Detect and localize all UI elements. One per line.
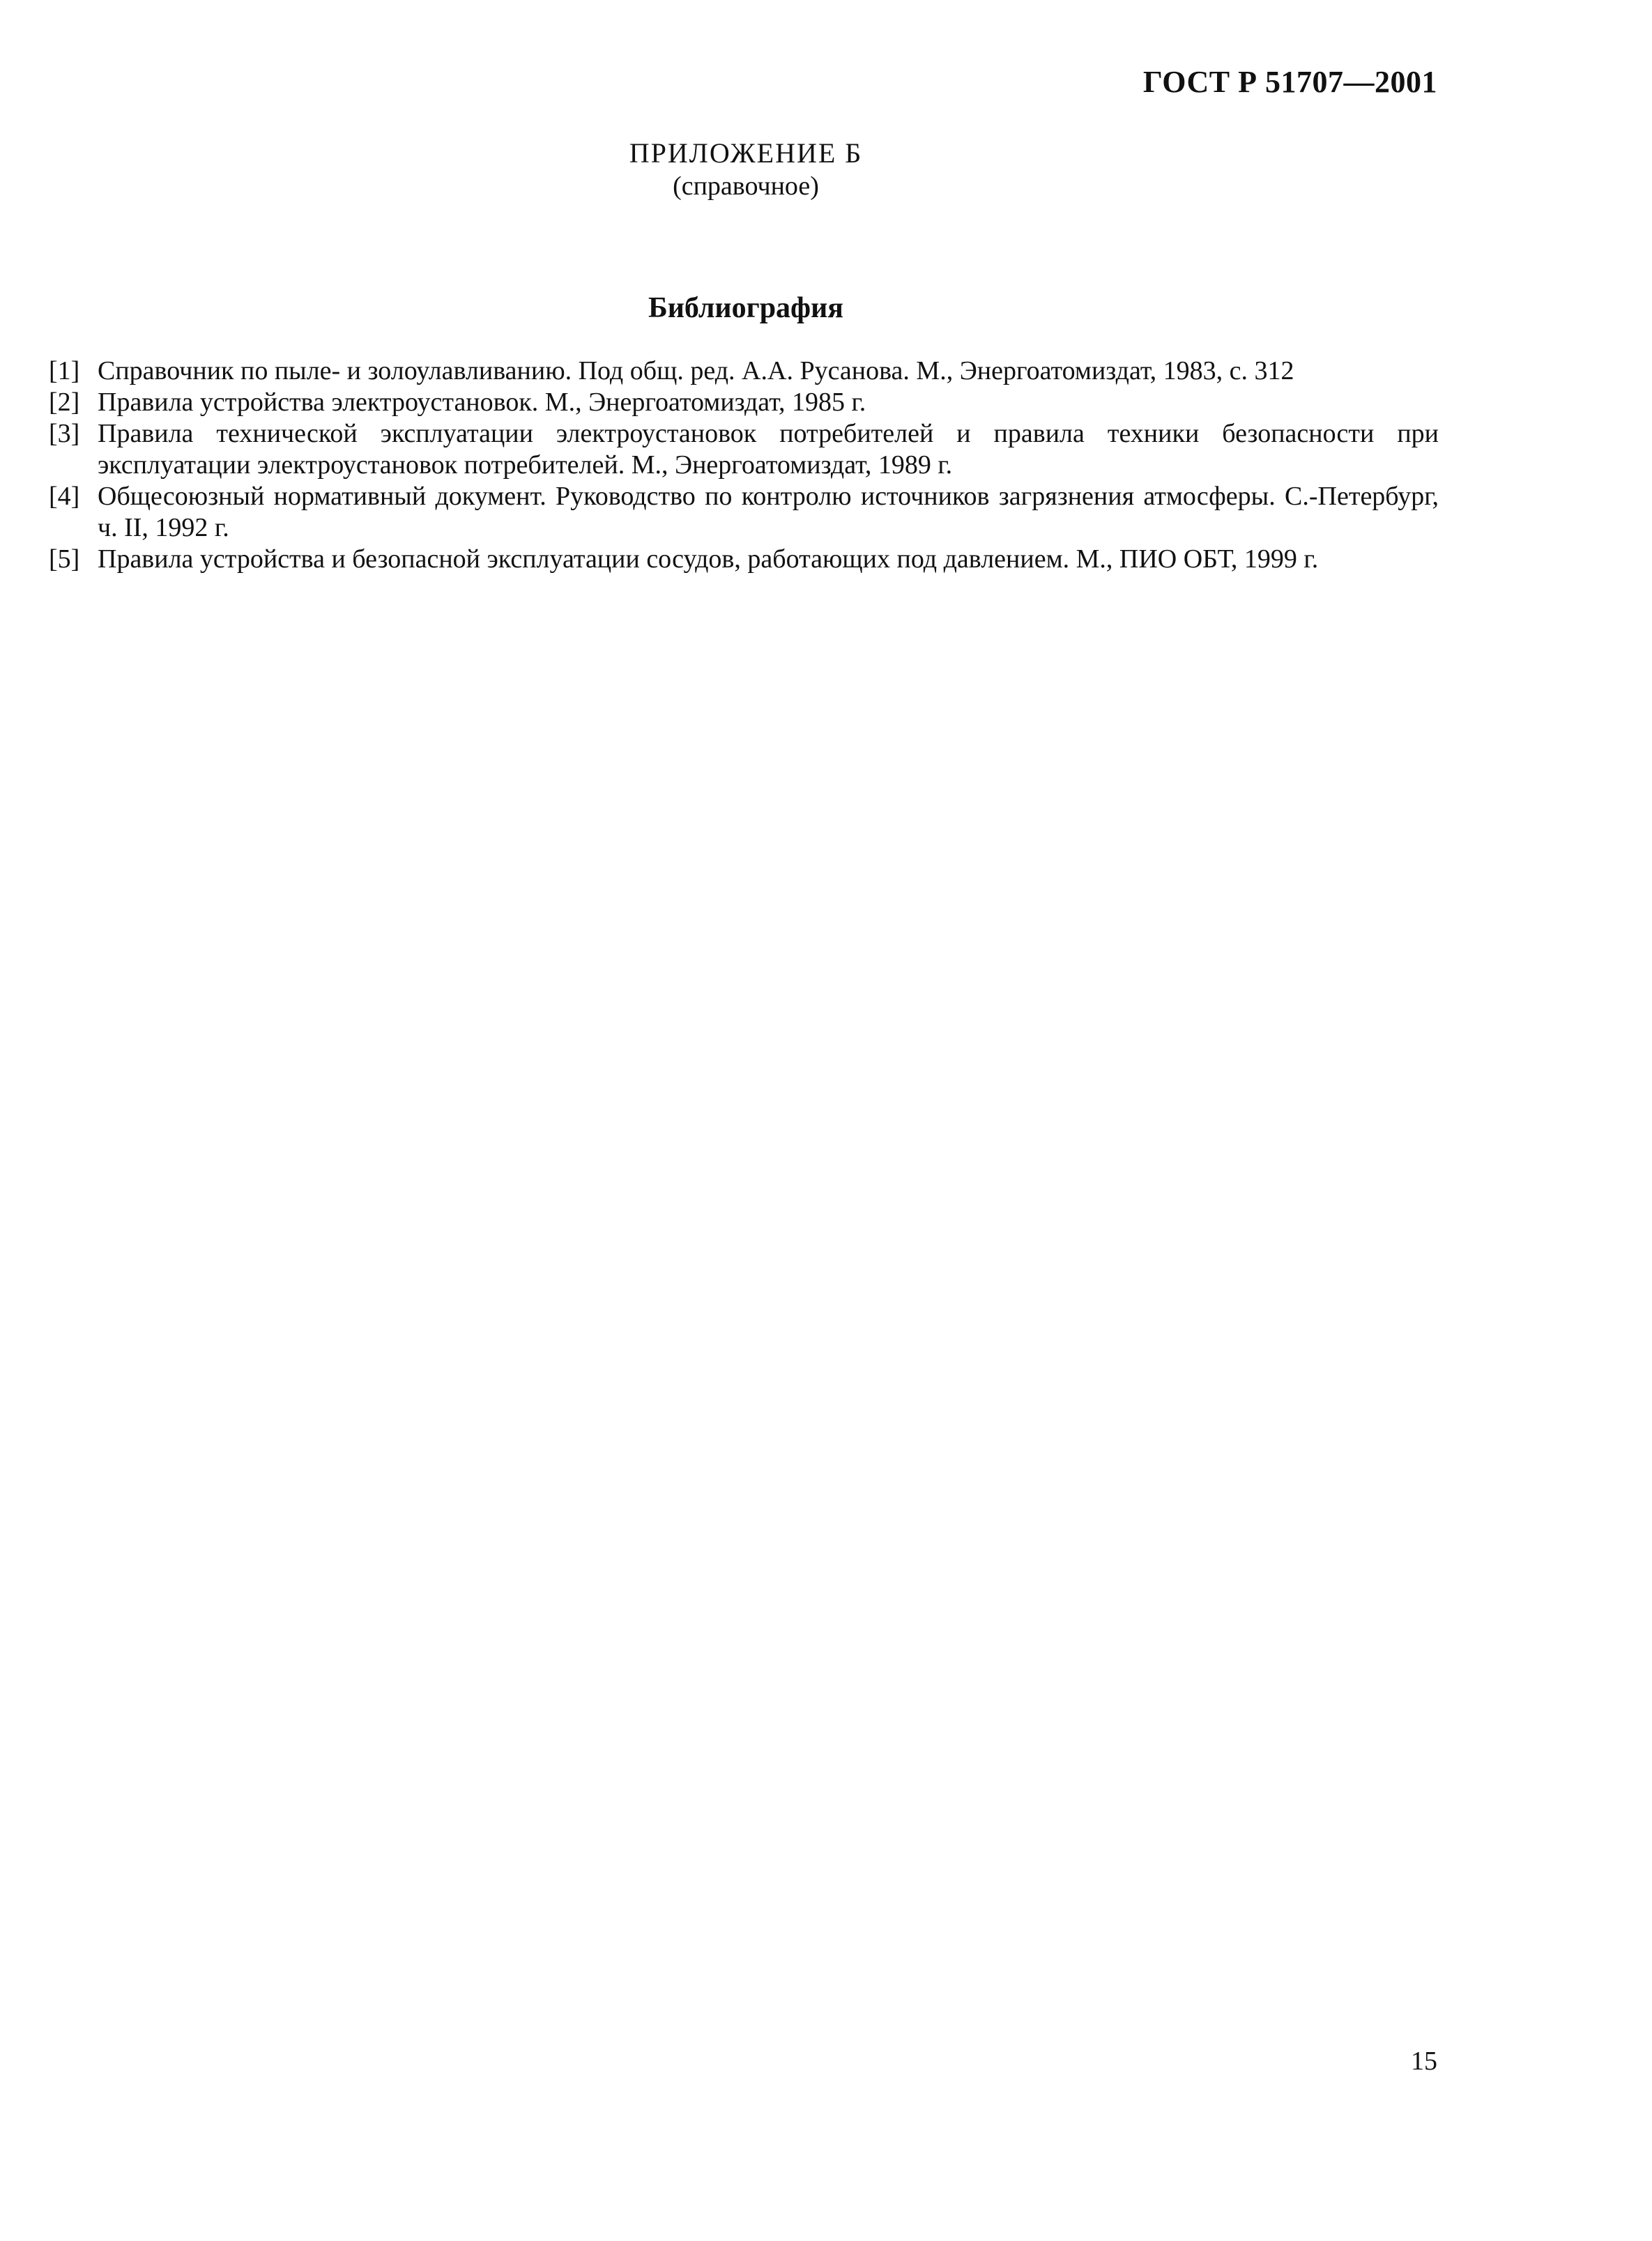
bibliography-item-number: [4]: [49, 482, 80, 511]
bibliography-item-text: Общесоюзный нормативный документ. Руководство по контролю источников загрязнения атмосферы. С.-Петербург, ч. II, 1992 г.: [98, 482, 1439, 542]
bibliography-item: [49, 355, 1439, 387]
page-number: 15: [1411, 2047, 1437, 2076]
bibliography-item: [49, 544, 1439, 575]
bibliography-item-text: Справочник по пыле- и золоулавливанию. Под общ. ред. А.А. Русанова. М., Энергоатомиздат, 1983, с. 312: [98, 356, 1294, 385]
bibliography-item-number: [5]: [49, 544, 80, 574]
bibliography-item-text: Правила технической эксплуатации электроустановок потребителей и правила техники безопасности при эксплуатации электроустановок потребителей. М., Энергоатомиздат, 1989 г.: [98, 419, 1439, 480]
bibliography-item-text: Правила устройства электроустановок. М., Энергоатомиздат, 1985 г.: [98, 388, 866, 417]
bibliography-list: [49, 355, 1439, 575]
document-code: ГОСТ Р 51707—2001: [1142, 65, 1437, 99]
bibliography-item: [49, 387, 1439, 418]
bibliography-item-number: [2]: [49, 388, 80, 417]
appendix-title: ПРИЛОЖЕНИЕ Б: [629, 137, 863, 169]
bibliography-item: [49, 481, 1439, 544]
bibliography-item-number: [3]: [49, 419, 80, 448]
bibliography-item-text: Правила устройства и безопасной эксплуатации сосудов, работающих под давлением. М., ПИО ОБТ, 1999 г.: [98, 544, 1319, 574]
appendix-subtitle: (справочное): [673, 171, 819, 201]
bibliography-item-number: [1]: [49, 356, 80, 385]
bibliography-heading: Библиография: [648, 292, 844, 324]
bibliography-item: [49, 418, 1439, 481]
